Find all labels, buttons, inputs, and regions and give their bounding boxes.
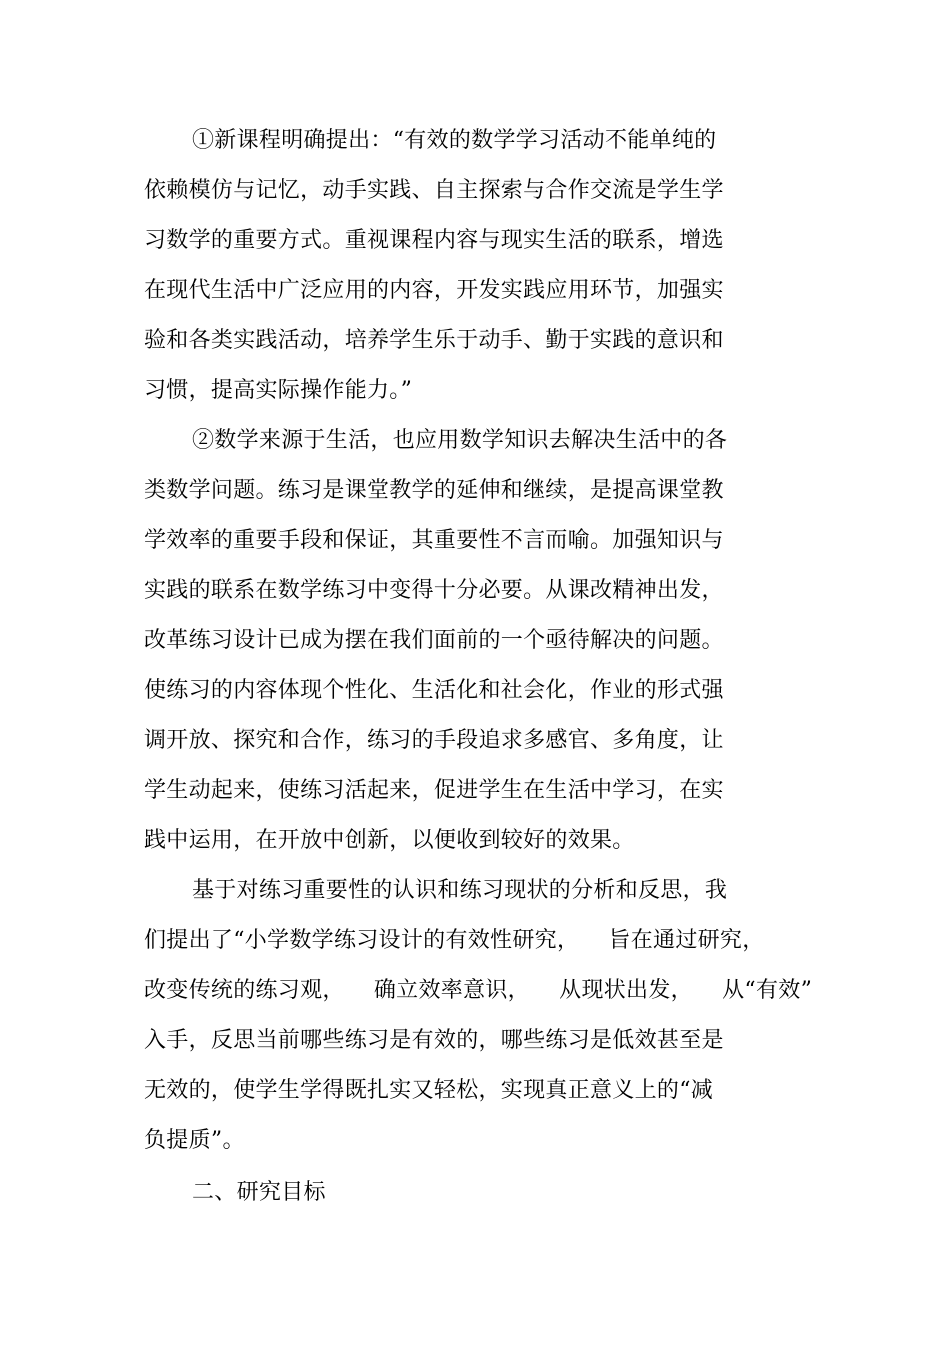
paragraph-2-line-9: 践中运用，在开放中创新，以便收到较好的效果。 — [144, 828, 635, 853]
paragraph-2-line-8: 学生动起来，使练习活起来，促进学生在生活中学习，在实 — [144, 778, 724, 803]
paragraph-2-line-6: 使练习的内容体现个性化、生活化和社会化，作业的形式强 — [144, 678, 724, 703]
paragraph-3-line-5: 无效的，使学生学得既扎实又轻松，实现真正意义上的“减 — [144, 1078, 714, 1103]
paragraph-2-line-5: 改革练习设计已成为摆在我们面前的一个亟待解决的问题。 — [144, 628, 724, 653]
paragraph-2-line-3: 学效率的重要手段和保证，其重要性不言而喻。加强知识与 — [144, 528, 724, 553]
section-heading: 二、研究目标 — [192, 1180, 326, 1205]
paragraph-3-line-3: 改变传统的练习观， 确立效率意识， 从现状出发， 从“有效” — [144, 978, 813, 1003]
paragraph-2-line-4: 实践的联系在数学练习中变得十分必要。从课改精神出发， — [144, 578, 724, 603]
paragraph-1-line-6: 习惯，提高实际操作能力。” — [144, 378, 413, 403]
paragraph-1-line-4: 在现代生活中广泛应用的内容，开发实践应用环节，加强实 — [144, 278, 724, 303]
paragraph-1-line-2: 依赖模仿与记忆，动手实践、自主探索与合作交流是学生学 — [144, 178, 724, 203]
paragraph-3-line-1: 基于对练习重要性的认识和练习现状的分析和反思，我 — [192, 878, 728, 903]
paragraph-3-line-4: 入手，反思当前哪些练习是有效的，哪些练习是低效甚至是 — [144, 1028, 724, 1053]
paragraph-1-line-1: ①新课程明确提出：“有效的数学学习活动不能单纯的 — [192, 128, 717, 153]
paragraph-2-line-1: ②数学来源于生活，也应用数学知识去解决生活中的各 — [192, 428, 728, 453]
paragraph-3-line-2: 们提出了“小学数学练习设计的有效性研究， 旨在通过研究， — [144, 928, 765, 953]
paragraph-2-line-7: 调开放、探究和合作，练习的手段追求多感官、多角度，让 — [144, 728, 724, 753]
paragraph-1-line-5: 验和各类实践活动，培养学生乐于动手、勤于实践的意识和 — [144, 328, 724, 353]
paragraph-2-line-2: 类数学问题。练习是课堂教学的延伸和继续，是提高课堂教 — [144, 478, 724, 503]
paragraph-3-line-6: 负提质”。 — [144, 1128, 245, 1153]
paragraph-1-line-3: 习数学的重要方式。重视课程内容与现实生活的联系，增选 — [144, 228, 724, 253]
